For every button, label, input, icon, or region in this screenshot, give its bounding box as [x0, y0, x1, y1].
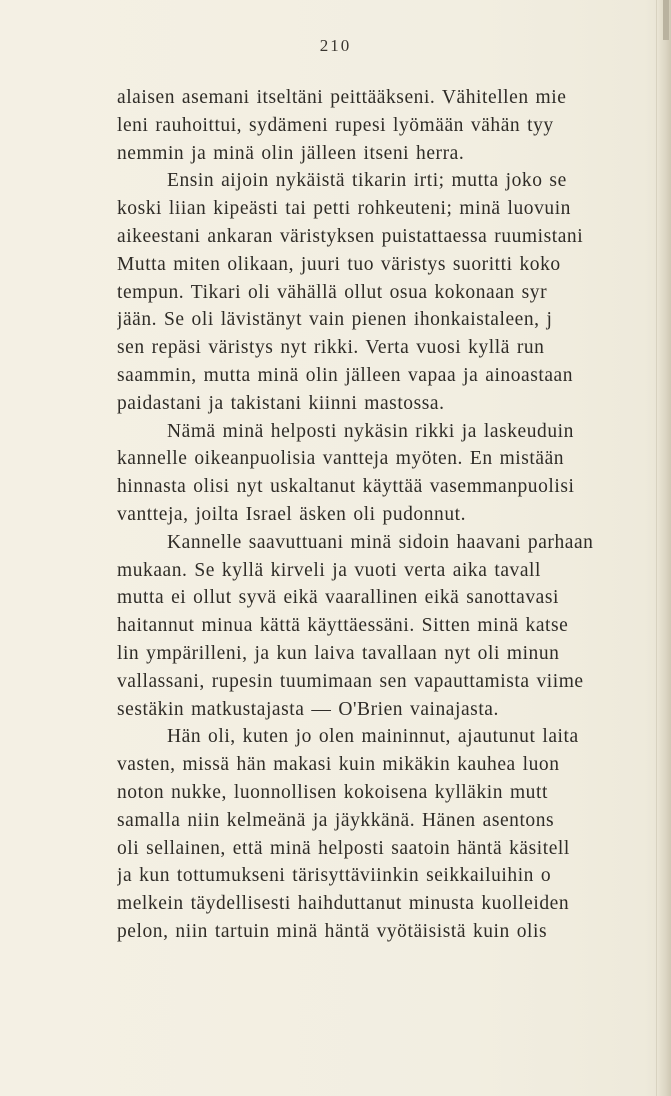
page-number: 210 — [319, 36, 352, 55]
text-line: sestäkin matkustajasta — O'Brien vainajasta. — [117, 698, 499, 720]
text-line: vallassani, rupesin tuumimaan sen vapauttamista viime — [117, 670, 584, 692]
text-line: Mutta miten olikaan, juuri tuo väristys suoritti koko — [117, 253, 561, 275]
page-edge-shadow — [663, 0, 669, 40]
text-line: lin ympärilleni, ja kun laiva tavallaan nyt oli minun — [117, 642, 560, 664]
text-line: kannelle oikeanpuolisia vantteja myöten. En mistään — [117, 448, 565, 470]
text-line: noton nukke, luonnollisen kokoisena kylläkin mutt — [117, 781, 548, 803]
text-line: sen repäsi väristys nyt rikki. Verta vuosi kyllä run — [117, 337, 545, 359]
page-edge — [656, 0, 671, 1096]
text-line: haitannut minua kättä käyttäessäni. Sitten minä katse — [117, 615, 569, 637]
text-line: samalla niin kelmeänä ja jäykkänä. Hänen asentons — [117, 809, 555, 831]
text-line: vantteja, joilta Israel äsken oli pudonnut. — [117, 503, 467, 525]
text-line: melkein täydellisesti haihduttanut minusta kuolleiden — [117, 893, 570, 915]
text-line: oli sellainen, että minä helposti saatoin häntä käsitell — [117, 837, 570, 859]
text-line: saammin, mutta minä olin jälleen vapaa ja ainoastaan — [117, 364, 574, 386]
text-line: aikeestani ankaran väristyksen puistattaessa ruumistani — [117, 225, 584, 247]
text-line: mukaan. Se kyllä kirveli ja vuoti verta aika tavall — [117, 559, 541, 581]
text-line: mutta ei ollut syvä eikä vaarallinen eikä sanottavasi — [117, 587, 559, 609]
text-line: koski liian kipeästi tai petti rohkeuteni; minä luovuin — [117, 198, 571, 220]
text-line: nemmin ja minä olin jälleen itseni herra. — [117, 142, 465, 164]
text-line: Nämä minä helposti nykäsin rikki ja laskeuduin — [167, 420, 574, 442]
text-line: Kannelle saavuttuani minä sidoin haavani parhaan — [167, 531, 594, 553]
text-line: tempun. Tikari oli vähällä ollut osua kokonaan syr — [117, 281, 548, 303]
text-line: Hän oli, kuten jo olen maininnut, ajautunut laita — [167, 726, 579, 748]
text-line: pelon, niin tartuin minä häntä vyötäisistä kuin olis — [117, 920, 548, 942]
text-line: ja kun tottumukseni tärisyttäviinkin seikkailuihin o — [117, 865, 552, 887]
text-line: jään. Se oli lävistänyt vain pienen ihonkaistaleen, j — [117, 309, 553, 331]
text-line: alaisen asemani itseltäni peittääkseni. Vähitellen mie — [117, 87, 567, 108]
text-line: vasten, missä hän makasi kuin mikäkin kauhea luon — [117, 754, 560, 776]
text-line: leni rauhoittui, sydämeni rupesi lyömään vähän tyy — [117, 114, 554, 136]
text-line: paidastani ja takistani kiinni mastossa. — [117, 392, 445, 414]
text-line: Ensin aijoin nykäistä tikarin irti; mutta joko se — [167, 170, 567, 192]
body-text — [117, 84, 657, 946]
text-line: hinnasta olisi nyt uskaltanut käyttää vasemmanpuolisi — [117, 476, 575, 498]
